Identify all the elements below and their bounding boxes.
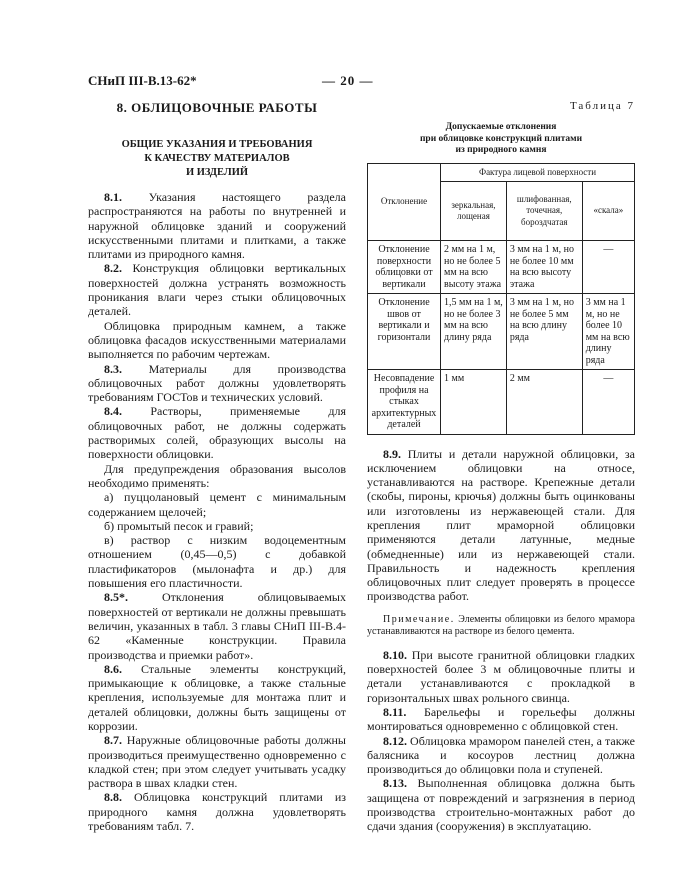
section-title: 8. ОБЛИЦОВОЧНЫЕ РАБОТЫ <box>116 100 318 115</box>
table-cell-label: Несовпадение профиля на стыках архитектурных деталей <box>368 370 441 435</box>
table-label: Таблица 7 <box>569 100 635 112</box>
deviations-table <box>367 163 635 435</box>
table-header-group: Фактура лицевой поверхности <box>441 163 635 182</box>
paragraph: 8.7. Наружные облицовочные работы должны производиться преимущественно одновременно с кладкой стен; при этом следует учитывать усадку раствора в швах кладки стен. <box>88 733 346 791</box>
note-label: Примечание. <box>383 613 455 625</box>
paragraph: Для предупреждения образования высолов необходимо применять: <box>88 461 346 490</box>
subsection-title: ОБЩИЕ УКАЗАНИЯ И ТРЕБОВАНИЯ К КАЧЕСТВУ МАТЕРИАЛОВ И ИЗДЕЛИЙ <box>121 139 313 178</box>
paragraph: Облицовка природным камнем, а также облицовка фасадов искусственными материалами выполняется по рабочим чертежам. <box>88 318 346 362</box>
table-cell: 3 мм на 1 м, но не более 10 мм на всю длину ряда <box>582 294 634 370</box>
table-cell: — <box>582 370 634 435</box>
paragraph: 8.2. Конструкция облицовки вертикальных поверхностей должна устранять возможность проникания влаги через стыки облицовочных деталей. <box>88 261 346 319</box>
table-caption: Допускаемые отклонения при облицовке конструкций плитами из природного камня <box>419 122 583 155</box>
table-row <box>368 294 635 370</box>
table-row <box>368 370 635 435</box>
table-cell: 3 мм на 1 м, но не более 10 мм на всю высоту этажа <box>506 241 582 294</box>
paragraph: 8.3. Материалы для производства облицовочных работ должны удовлетворять требованиям ГОСТов и технических условий. <box>88 361 346 405</box>
table-header-mirror: зеркальная, лощеная <box>441 182 507 241</box>
table-cell: — <box>582 241 634 294</box>
paragraph: 8.13. Выполненная облицовка должна быть защищена от повреждений и загрязнения в период производства строительно-монтажных работ до сдачи здания (сооружения) в эксплуатацию. <box>367 776 635 834</box>
paragraph: 8.10. При высоте гранитной облицовки гладких поверхностей более 3 м облицовочные плиты и детали устанавливаются с прокладкой в горизонтальных швах рольного свинца. <box>367 647 635 705</box>
table-note <box>367 614 635 638</box>
paragraph: 8.8. Облицовка конструкций плитами из природного камня должна удовлетворять требованиям табл. 7. <box>88 790 346 834</box>
table-cell-label: Отклонение швов от вертикали и горизонтали <box>368 294 441 370</box>
list-item: в) раствор с низким водоцементным отношением (0,45—0,5) с добавкой пластификаторов (мылонафта и др.) для повышения его пластичности. <box>88 533 346 591</box>
table-cell: 1 мм <box>441 370 507 435</box>
table-cell: 3 мм на 1 м, но не более 5 мм на всю длину ряда <box>506 294 582 370</box>
paragraph: 8.4. Растворы, применяемые для облицовочных работ, не должны содержать растворимых солей, образующих высолы на поверхности облицовки. <box>88 404 346 462</box>
paragraph: 8.9. Плиты и детали наружной облицовки, за исключением облицовки на относе, устанавливаются на растворе. Крепежные детали (скобы, пироны, крючья) должны быть оцинкованы или изготовлены из нержавеющей стали. Для крепления плит мраморной облицовки применяются детали латунные, медные (обмедненные) или из нержавеющей стали. Правильность и надежность крепления облицовочных плит следует проверять в процессе производства работ. <box>367 446 635 604</box>
table-header-deviation: Отклонение <box>368 163 441 241</box>
list-item: а) пуццолановый цемент с минимальным содержанием щелочей; <box>88 490 346 519</box>
table-cell: 2 мм на 1 м, но не более 5 мм на всю высоту этажа <box>441 241 507 294</box>
note-text: Элементы облицовки из белого мрамора устанавливаются на растворе из белого цемента. <box>367 613 635 637</box>
right-column <box>367 100 635 834</box>
page-number: — 20 — <box>322 73 374 88</box>
paragraph: 8.1. Указания настоящего раздела распространяются на работы по внутренней и наружной облицовке зданий и сооружений искусственными плитами и плитками, а также плитами из природного камня. <box>88 190 346 262</box>
table-header-rock: «скала» <box>582 182 634 241</box>
paragraph: 8.12. Облицовка мрамором панелей стен, а также балясника и косоуров лестниц должна производиться до облицовки пола и ступеней. <box>367 733 635 777</box>
table-cell-label: Отклонение поверхности облицовки от вертикали <box>368 241 441 294</box>
table-cell: 1,5 мм на 1 м, но не более 3 мм на всю длину ряда <box>441 294 507 370</box>
table-cell: 2 мм <box>506 370 582 435</box>
list-item: б) промытый песок и гравий; <box>104 518 254 533</box>
document-code: СНиП III-В.13-62* <box>88 73 197 88</box>
table-row <box>368 241 635 294</box>
paragraph: 8.5*. Отклонения облицовываемых поверхностей от вертикали не должны превышать величин, указанных в табл. 3 главы СНиП III-В.4-62 «Каменные конструкции. Правила производства и приемки работ». <box>88 590 346 662</box>
paragraph: 8.6. Стальные элементы конструкций, примыкающие к облицовке, а также стальные крепления, используемые для монтажа плит и деталей облицовки, должны быть защищены от коррозии. <box>88 661 346 733</box>
table-header-polished: шлифованная, точечная, бороздчатая <box>506 182 582 241</box>
paragraph: 8.11. Барельефы и горельефы должны монтироваться одновременно с облицовкой стен. <box>367 704 635 734</box>
left-column <box>88 100 346 833</box>
